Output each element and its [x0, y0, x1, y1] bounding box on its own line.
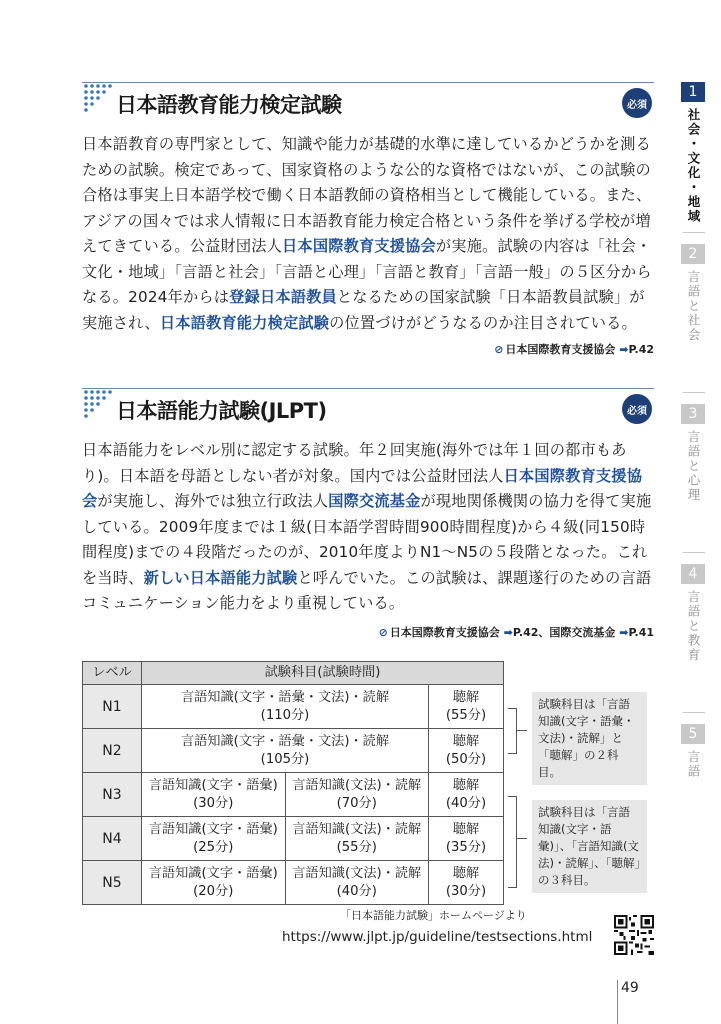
header-subjects: 試験科目(試験時間): [142, 662, 504, 685]
bracket-connector: [517, 838, 527, 839]
highlighted-term: 国際交流基金: [328, 492, 421, 510]
arrow-icon: ➡: [619, 626, 629, 639]
sidebar-divider: [683, 712, 705, 713]
level-cell: N3: [83, 773, 142, 817]
reference-separator: 、: [538, 626, 550, 639]
table-row: [83, 729, 504, 773]
chapter-sidebar: [671, 0, 721, 1024]
subject-cell: 聴解 (55分): [429, 685, 504, 729]
reference-label: 日本国際教育支援協会: [505, 343, 616, 356]
table-row: [83, 861, 504, 905]
chapter-number: 1: [681, 82, 705, 102]
body-text: が現地関係機関の協力を得て実施している。2009年度までは１級(日本語学習時間900時間程度)から４級(同150時間程度)までの４段階だったのが、2010年度よりN1～N5の５段階となった。これを当時、: [82, 492, 652, 587]
table-row: [83, 685, 504, 729]
highlighted-term: 日本国際教育支援協会: [282, 237, 436, 255]
required-badge: 必須: [622, 394, 652, 424]
reference-page: P.41: [628, 626, 654, 639]
source-caption: 「日本語能力試験」ホームページより: [340, 909, 527, 922]
reference-page: P.42: [512, 626, 539, 639]
section1-header: [82, 82, 654, 126]
section-title: 日本語教育能力検定試験: [116, 93, 342, 117]
paperclip-icon: ⊘: [494, 343, 504, 356]
subject-cell: 言語知識(文字・語彙・文法)・読解 (105分): [142, 729, 429, 773]
sidebar-divider: [683, 392, 705, 393]
subject-cell: 聴解 (50分): [429, 729, 504, 773]
subject-cell: 言語知識(文法)・読解 (70分): [285, 773, 429, 817]
chapter-number: 2: [681, 244, 705, 264]
qr-code-icon[interactable]: [614, 915, 654, 955]
sidebar-divider: [683, 232, 705, 233]
subject-cell: 言語知識(文法)・読解 (55分): [285, 817, 429, 861]
chapter-label: 社会・文化・地域: [686, 108, 701, 224]
table-row: [83, 773, 504, 817]
level-cell: N2: [83, 729, 142, 773]
subject-cell: 言語知識(文字・語彙) (30分): [142, 773, 286, 817]
reference-label: 日本国際教育支援協会: [389, 626, 500, 639]
chapter-label: 言語と社会: [686, 270, 701, 343]
section-title: 日本語能力試験(JLPT): [116, 399, 327, 423]
subject-cell: 言語知識(文字・語彙) (20分): [142, 861, 286, 905]
chapter-tab-5[interactable]: [681, 724, 705, 779]
section2-body: [82, 438, 654, 617]
page-number-rule: [617, 980, 618, 1024]
section-rule: [82, 82, 654, 83]
reference-page: P.42: [628, 343, 654, 356]
reference-label: 国際交流基金: [549, 626, 616, 639]
bracket-upper: [508, 708, 517, 754]
highlighted-term: 日本国際教育支援協会: [82, 466, 643, 510]
level-cell: N4: [83, 817, 142, 861]
section2-reference: [379, 624, 654, 640]
section2-header: [82, 388, 654, 432]
section1-reference: [494, 341, 654, 357]
body-text: が実施し、海外では独立行政法人: [97, 492, 329, 510]
chapter-label: 言語と教育: [686, 590, 701, 663]
arrow-icon: ➡: [503, 626, 513, 639]
body-text: と呼んでいた。この試験は、課題遂行のための言語コミュニケーション能力をより重視している。: [82, 568, 652, 612]
body-text: となるための国家試験「日本語教員試験」が実施され、: [82, 288, 645, 332]
bracket-lower: [508, 796, 517, 888]
note-lower: 試験科目は「言語知識(文字・語彙)」、「言語知識(文法)・読解」、「聴解」の３科目。: [532, 800, 647, 893]
subject-cell: 言語知識(文字・語彙) (25分): [142, 817, 286, 861]
jlpt-levels-table: [82, 661, 504, 905]
chapter-label: 言語と心理: [686, 430, 701, 503]
chapter-number: 5: [681, 724, 705, 744]
section1-body: [82, 132, 654, 336]
subject-cell: 聴解 (30分): [429, 861, 504, 905]
subject-cell: 聴解 (40分): [429, 773, 504, 817]
chapter-tab-3[interactable]: [681, 404, 705, 503]
table-row: [83, 817, 504, 861]
section-rule: [82, 388, 654, 389]
chapter-tab-2[interactable]: [681, 244, 705, 343]
level-cell: N5: [83, 861, 142, 905]
page-number: 49: [621, 980, 639, 996]
chapter-label: 言語: [686, 750, 701, 779]
body-text: が実施。試験の内容は「社会・文化・地域」「言語と社会」「言語と心理」「言語と教育」「言語一般」の５区分からなる。2024年からは: [82, 237, 652, 306]
required-badge: 必須: [622, 88, 652, 118]
subject-cell: 言語知識(文法)・読解 (40分): [285, 861, 429, 905]
source-url[interactable]: https://www.jlpt.jp/guideline/testsections.html: [282, 929, 593, 945]
highlighted-term: 日本語教育能力検定試験: [159, 313, 330, 332]
highlighted-term: 登録日本語教員: [229, 288, 337, 306]
body-text: の位置づけがどうなるのか注目されている。: [329, 313, 637, 332]
chapter-number: 4: [681, 564, 705, 584]
chapter-tab-4[interactable]: [681, 564, 705, 663]
level-cell: N1: [83, 685, 142, 729]
paperclip-icon: ⊘: [378, 626, 388, 639]
body-text: 日本語教育の専門家として、知識や能力が基礎的水準に達しているかどうかを測るための試験。検定であって、国家資格のような公的な資格ではないが、この試験の合格は事実上日本語学校で働く日本語教師の資格相当として機能している。また、アジアの国々では求人情報に日本語教育能力検定合格という条件を挙げる学校が増えてきている。公益財団法人: [82, 135, 652, 255]
highlighted-term: 新しい日本語能力試験: [143, 568, 298, 587]
arrow-icon: ➡: [619, 343, 629, 356]
chapter-tab-1[interactable]: [681, 82, 705, 224]
sidebar-divider: [683, 552, 705, 553]
bracket-connector: [517, 730, 527, 731]
subject-cell: 聴解 (35分): [429, 817, 504, 861]
body-text: 日本語能力をレベル別に認定する試験。年２回実施(海外では年１回の都市もあり)。日本語を母語としない者が対象。国内では公益財団法人: [82, 441, 627, 485]
subject-cell: 言語知識(文字・語彙・文法)・読解 (110分): [142, 685, 429, 729]
header-level: レベル: [83, 662, 142, 685]
note-upper: 試験科目は「言語知識(文字・語彙・文法)・読解」と「聴解」の２科目。: [532, 692, 647, 785]
chapter-number: 3: [681, 404, 705, 424]
table-header-row: [83, 662, 504, 685]
